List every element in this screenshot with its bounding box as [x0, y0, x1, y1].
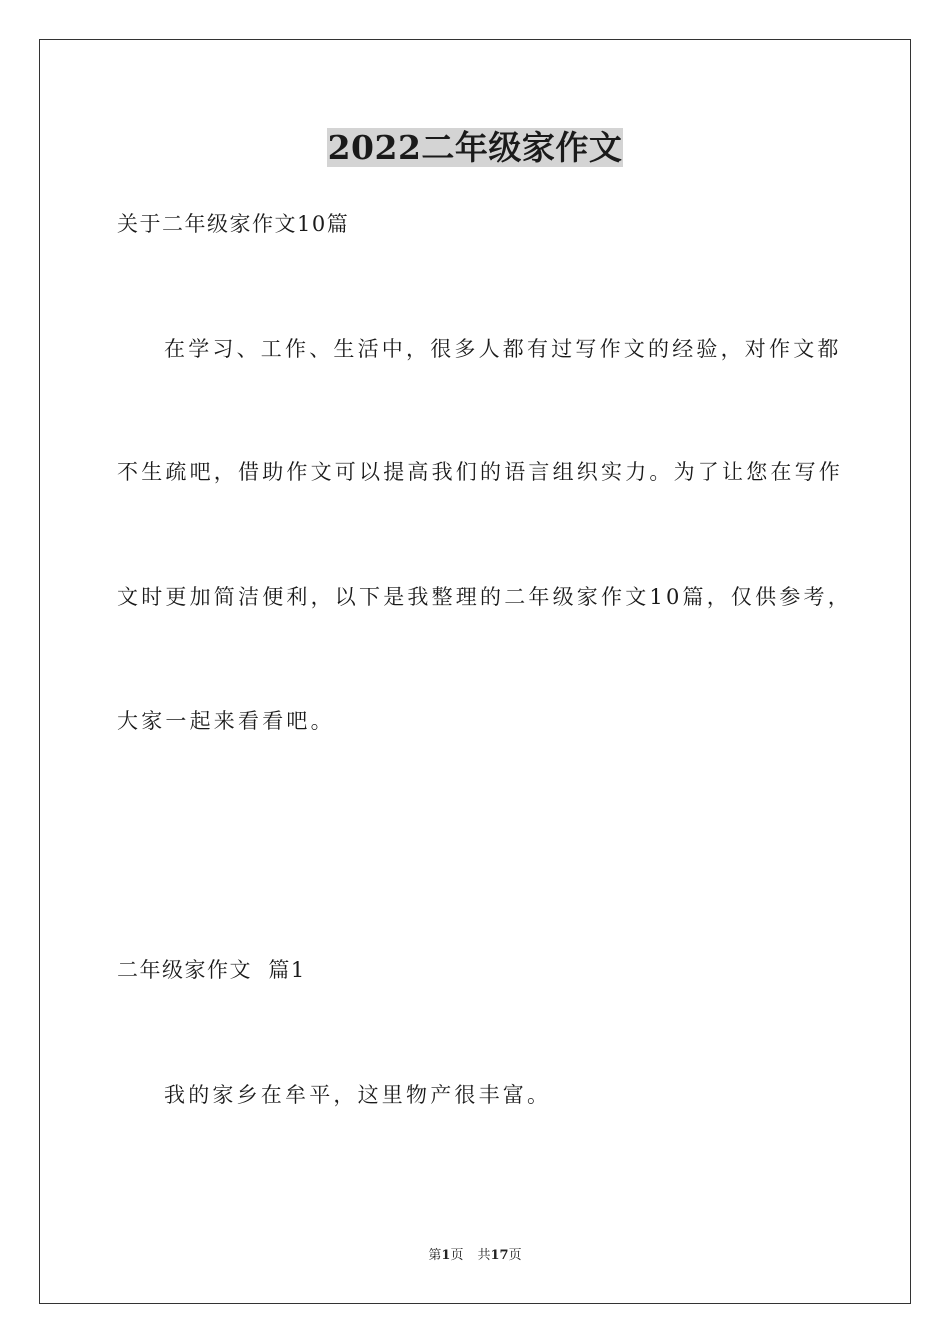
- intro-paragraph-line: 不生疏吧，借助作文可以提高我们的语言组织实力。为了让您在写作: [117, 460, 843, 484]
- document-title: [0, 128, 950, 168]
- intro-paragraph-line: 文时更加简洁便利，以下是我整理的二年级家作文10篇，仅供参考，: [117, 585, 852, 609]
- page-footer: [0, 1247, 950, 1265]
- page-label-prefix: 第: [428, 1248, 442, 1263]
- intro-paragraph-line: 在学习、工作、生活中，很多人都有过写作文的经验，对作文都: [164, 337, 842, 361]
- total-pages: 17: [490, 1248, 509, 1263]
- intro-paragraph-line: 大家一起来看看吧。: [117, 709, 335, 733]
- section-paragraph-line: 我的家乡在牟平，这里物产很丰富。: [164, 1083, 552, 1107]
- document-subtitle: 关于二年级家作文10篇: [117, 212, 350, 236]
- page-label-suffix: 页: [450, 1248, 464, 1263]
- page-number: 1: [441, 1248, 451, 1263]
- total-label-prefix: 共: [477, 1248, 491, 1263]
- section-heading: 二年级家作文 篇1: [117, 958, 306, 982]
- document-title-text: 2022二年级家作文: [327, 128, 623, 167]
- total-label-suffix: 页: [508, 1248, 522, 1263]
